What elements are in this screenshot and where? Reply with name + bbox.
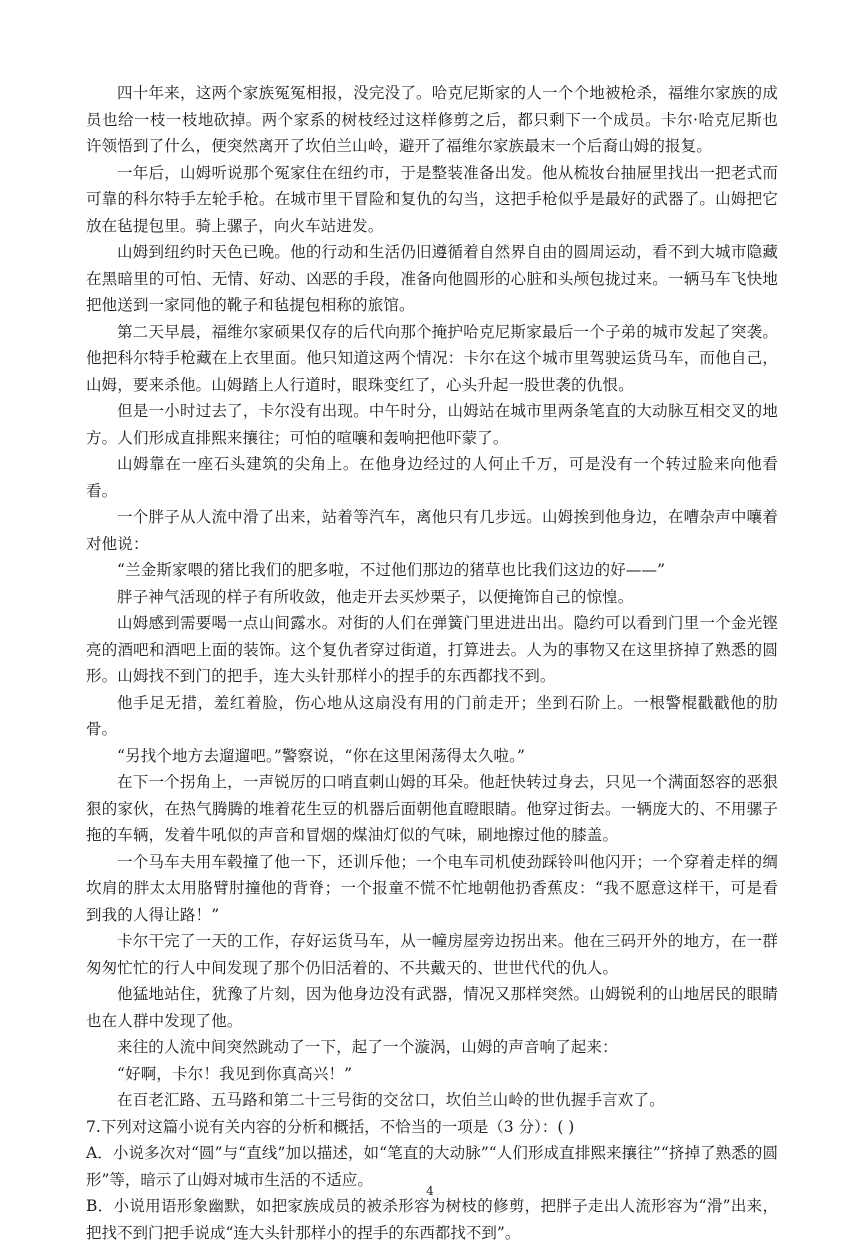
story-paragraph: 第二天早晨，福维尔家硕果仅存的后代向那个掩护哈克尼斯家最后一个子弟的城市发起了突袭。他把科尔特手枪藏在上衣里面。他只知道这两个情况：卡尔在这个城市里驾驶运货马车，而他自己，山姆，要来杀他。山姆踏上人行道时，眼珠变红了，心头升起一股世袭的仇恨。 — [86, 319, 778, 399]
story-paragraph: 一年后，山姆听说那个冤家住在纽约市，于是整装准备出发。他从梳妆台抽屉里找出一把老式而可靠的科尔特手左轮手枪。在城市里干冒险和复仇的勾当，这把手枪似乎是最好的武器了。山姆把它放在毡提包里。骑上骡子，向火车站进发。 — [86, 160, 778, 240]
question-block — [86, 1114, 778, 1246]
story-paragraph: 但是一小时过去了，卡尔没有出现。中午时分，山姆站在城市里两条笔直的大动脉互相交叉的地方。人们形成直排熙来攘往；可怕的喧嚷和轰响把他吓蒙了。 — [86, 398, 778, 451]
story-paragraph: 他手足无措，羞红着脸，伤心地从这扇没有用的门前走开；坐到石阶上。一根警棍戳戳他的肋骨。 — [86, 690, 778, 743]
story-paragraph: 一个马车夫用车毂撞了他一下，还训斥他；一个电车司机使劲踩铃叫他闪开；一个穿着走样的绸坎肩的胖太太用胳臂肘撞他的背脊；一个报童不慌不忙地朝他扔香蕉皮：“我不愿意这样干，可是看到我的人得让路！” — [86, 849, 778, 929]
story-paragraph: 卡尔干完了一天的工作，存好运货马车，从一幢房屋旁边拐出来。他在三码开外的地方，在一群匆匆忙忙的行人中间发现了那个仍旧活着的、不共戴天的、世世代代的仇人。 — [86, 928, 778, 981]
story-paragraph: 胖子神气活现的样子有所收敛，他走开去买炒栗子，以便掩饰自己的惊惶。 — [86, 584, 778, 611]
story-body — [86, 80, 778, 1114]
page-number: 4 — [0, 1184, 860, 1198]
story-paragraph: “另找个地方去遛遛吧。”警察说，“你在这里闲荡得太久啦。” — [86, 743, 778, 770]
story-paragraph: 山姆感到需要喝一点山间露水。对街的人们在弹簧门里进进出出。隐约可以看到门里一个金光铿亮的酒吧和酒吧上面的装饰。这个复仇者穿过街道，打算进去。人为的事物又在这里挤掉了熟悉的圆形。山姆找不到门的把手，连大头针那样小的捏手的东西都找不到。 — [86, 610, 778, 690]
story-paragraph: “好啊，卡尔！我见到你真高兴！” — [86, 1061, 778, 1088]
story-paragraph: 他猛地站住，犹豫了片刻，因为他身边没有武器，情况又那样突然。山姆锐利的山地居民的眼睛也在人群中发现了他。 — [86, 981, 778, 1034]
story-paragraph: 山姆到纽约时天色已晚。他的行动和生活仍旧遵循着自然界自由的圆周运动，看不到大城市隐藏在黑暗里的可怕、无情、好动、凶恶的手段，准备向他圆形的心脏和头颅包拢过来。一辆马车飞快地把他送到一家同他的靴子和毡提包相称的旅馆。 — [86, 239, 778, 319]
question-option-b: B．小说用语形象幽默，如把家族成员的被杀形容为树枝的修剪，把胖子走出人流形容为“滑”出来，把找不到门把手说成“连大头针那样小的捏手的东西都找不到”。 — [86, 1193, 778, 1246]
question-option-a: A．小说多次对“圆”与“直线”加以描述，如“笔直的大动脉”“人们形成直排熙来攘往”“挤掉了熟悉的圆形”等，暗示了山姆对城市生活的不适应。 — [86, 1140, 778, 1193]
story-paragraph: 来往的人流中间突然跳动了一下，起了一个漩涡，山姆的声音响了起来： — [86, 1034, 778, 1061]
story-paragraph: 山姆靠在一座石头建筑的尖角上。在他身边经过的人何止千万，可是没有一个转过脸来向他看看。 — [86, 451, 778, 504]
story-paragraph: 一个胖子从人流中滑了出来，站着等汽车，离他只有几步远。山姆挨到他身边，在嘈杂声中嚷着对他说： — [86, 504, 778, 557]
story-paragraph: 在下一个拐角上，一声锐厉的口哨直刺山姆的耳朵。他赶快转过身去，只见一个满面怒容的恶狠狠的家伙，在热气腾腾的堆着花生豆的机器后面朝他直瞪眼睛。他穿过街去。一辆庞大的、不用骡子拖的车辆，发着牛吼似的声音和冒烟的煤油灯似的气味，刷地擦过他的膝盖。 — [86, 769, 778, 849]
story-paragraph: 四十年来，这两个家族冤冤相报，没完没了。哈克尼斯家的人一个个地被枪杀，福维尔家族的成员也给一枝一枝地砍掉。两个家系的树枝经过这样修剪之后，都只剩下一个成员。卡尔·哈克尼斯也许领悟到了什么，便突然离开了坎伯兰山岭，避开了福维尔家族最末一个后裔山姆的报复。 — [86, 80, 778, 160]
question-stem: 7.下列对这篇小说有关内容的分析和概括，不恰当的一项是（3 分）：( ) — [86, 1114, 778, 1141]
document-page — [86, 80, 778, 1246]
story-paragraph: “兰金斯家喂的猪比我们的肥多啦，不过他们那边的猪草也比我们这边的好——” — [86, 557, 778, 584]
story-paragraph: 在百老汇路、五马路和第二十三号街的交岔口，坎伯兰山岭的世仇握手言欢了。 — [86, 1087, 778, 1114]
